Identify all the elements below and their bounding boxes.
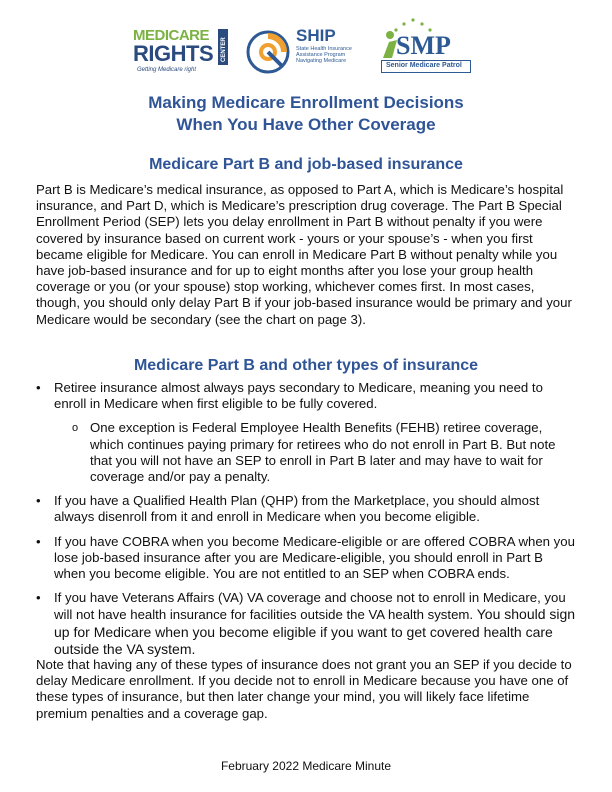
bullet-icon: • — [36, 533, 41, 549]
ship-logo — [246, 26, 366, 80]
smp-logo — [378, 16, 488, 80]
other-insurance-list — [36, 380, 576, 666]
section-heading-job-based: Medicare Part B and job-based insurance — [149, 156, 463, 173]
section-heading-other-insurance: Medicare Part B and other types of insurance — [133, 357, 479, 374]
ship-logo-sub1: State Health Insurance — [296, 46, 352, 52]
smp-logo-sub: Senior Medicare Patrol — [386, 62, 462, 69]
medicare-rights-logo-vertical: CENTER — [221, 37, 227, 62]
ship-emblem-icon — [246, 30, 290, 74]
bullet-icon: • — [36, 590, 41, 606]
medicare-rights-logo-line1: MEDICARE — [133, 27, 210, 44]
list-item-text: If you have a Qualified Health Plan (QHP) from the Marketplace, you should almost always disenroll from it and enroll in Medicare when you become eligible. — [54, 493, 540, 525]
list-item-text-emphasis: You should sign up for Medicare when you become eligible if you want to get covered health care outside the VA system. — [54, 606, 576, 657]
page-footer: February 2022 Medicare Minute — [220, 759, 392, 773]
list-item-cobra — [36, 534, 576, 583]
document-title-line1: Making Medicare Enrollment Decisions — [148, 93, 464, 112]
smp-logo-name: SMP — [396, 31, 451, 60]
medicare-rights-logo-line2: RIGHTS — [133, 41, 214, 66]
sub-list-item-text: One exception is Federal Employee Health Benefits (FEHB) retiree coverage, which continues paying primary for retirees who do not enroll in Part B. But note that you will not have an SEP to enroll in Part B later and may have to wait for coverage and/or pay a penalty. — [90, 420, 556, 485]
bullet-icon: • — [36, 380, 41, 395]
ship-logo-sub2: Assistance Program — [296, 52, 346, 58]
sub-list-item-fehb — [54, 420, 576, 485]
document-title-line2: When You Have Other Coverage — [176, 115, 436, 134]
closing-paragraph: Note that having any of these types of insurance does not grant you an SEP if you decide to delay Medicare enrollment. If you decide not to enroll in Medicare because you have one of these types of insurance, but then later change your mind, you will likely face lifetime premium penalties and a coverage gap. — [36, 657, 572, 721]
list-item-va — [36, 590, 576, 658]
medicare-rights-logo-center-bar — [218, 29, 228, 65]
bullet-icon: • — [36, 493, 41, 509]
logo-bar — [0, 10, 612, 80]
retiree-sub-list — [54, 420, 576, 485]
list-item-text: Retiree insurance almost always pays secondary to Medicare, meaning you need to enroll in Medicare when first eligible to be fully covered. — [54, 380, 543, 412]
medicare-rights-center-logo — [133, 28, 241, 80]
ship-logo-name: SHIP — [296, 26, 336, 45]
list-item-retiree — [36, 380, 576, 485]
list-item-text: If you have COBRA when you become Medicare-eligible or are offered COBRA when you lose job-based insurance after you are Medicare-eligible, you should enroll in Part B when you become eligible. You are not entitled to an SEP when COBRA ends. — [54, 533, 575, 582]
list-item-text: If you have Veterans Affairs (VA) VA coverage and choose not to enroll in Medicare, you will not have health insurance for facilities outside the VA health system. — [54, 590, 566, 623]
section-paragraph-job-based: Part B is Medicare’s medical insurance, as opposed to Part A, which is Medicare’s hospital insurance, and Part D, which is Medicare’s prescription drug coverage. The Part B Special Enrollment Period (SEP) lets you delay enrollment in Part B without penalty if you were covered by insurance based on current work - yours or your spouse’s - when you first became eligible for Medicare. You can enroll in Medicare Part B without penalty while you have job-based insurance and for up to eight months after you lose your group health coverage or you (or your spouse) stop working, whichever comes first. In most cases, though, you should only delay Part B if your job-based insurance would be primary and your Medicare would be secondary (see the chart on page 3). — [36, 182, 572, 327]
medicare-rights-tagline: Getting Medicare right — [137, 67, 197, 73]
sub-bullet-icon: o — [72, 422, 79, 435]
ship-logo-sub3: Navigating Medicare — [296, 58, 347, 64]
list-item-qhp — [36, 493, 576, 525]
